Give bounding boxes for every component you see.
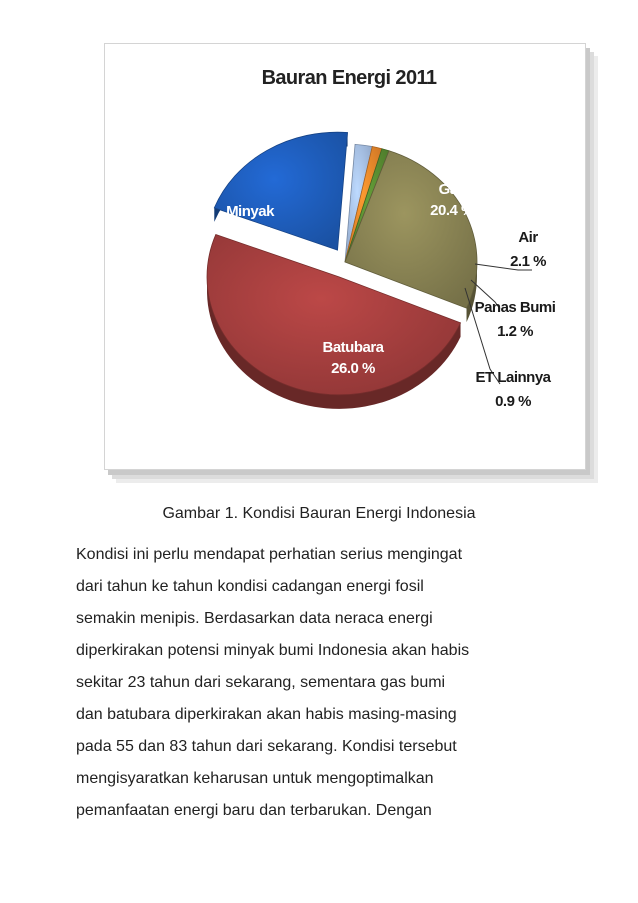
paragraph-line: mengisyaratkan keharusan untuk mengoptimalkan bbox=[76, 770, 434, 787]
data-value-gas: 20.4 % bbox=[430, 202, 474, 219]
data-label-batubara: Batubara bbox=[322, 339, 384, 356]
paragraph-line: semakin menipis. Berdasarkan data neraca energi bbox=[76, 610, 433, 627]
figure-caption: Gambar 1. Kondisi Bauran Energi Indonesia bbox=[162, 505, 476, 522]
data-label-minyak: Minyak bbox=[226, 203, 274, 220]
data-value-air: 2.1 % bbox=[510, 253, 546, 270]
data-label-air: Air bbox=[518, 229, 538, 246]
data-label-panas-bumi: Panas Bumi bbox=[474, 299, 556, 316]
paragraph-line: pada 55 dan 83 tahun dari sekarang. Kondisi tersebut bbox=[76, 738, 457, 755]
data-label-et-lainnya: ET Lainnya bbox=[475, 369, 551, 386]
paragraph-line: pemanfaatan energi baru dan terbarukan. Dengan bbox=[76, 802, 432, 819]
data-value-panas-bumi: 1.2 % bbox=[497, 323, 533, 340]
paragraph-line: sekitar 23 tahun dari sekarang, sementara gas bumi bbox=[76, 674, 446, 691]
chart-title: Bauran Energi 2011 bbox=[261, 67, 437, 89]
paragraph-line: diperkirakan potensi minyak bumi Indonesia akan habis bbox=[76, 642, 470, 659]
data-value-minyak: 49.5 % bbox=[228, 224, 272, 241]
chart-frame bbox=[104, 43, 586, 470]
paragraph-line: dan batubara diperkirakan akan habis masing-masing bbox=[76, 706, 457, 723]
paragraph-line: Kondisi ini perlu mendapat perhatian serius mengingat bbox=[76, 546, 463, 563]
data-value-et-lainnya: 0.9 % bbox=[495, 393, 531, 410]
body-paragraph bbox=[76, 539, 576, 827]
data-label-gas: Gas bbox=[438, 181, 466, 198]
data-value-batubara: 26.0 % bbox=[331, 360, 375, 377]
pie-chart bbox=[105, 44, 585, 469]
paragraph-line: dari tahun ke tahun kondisi cadangan energi fosil bbox=[76, 578, 424, 595]
